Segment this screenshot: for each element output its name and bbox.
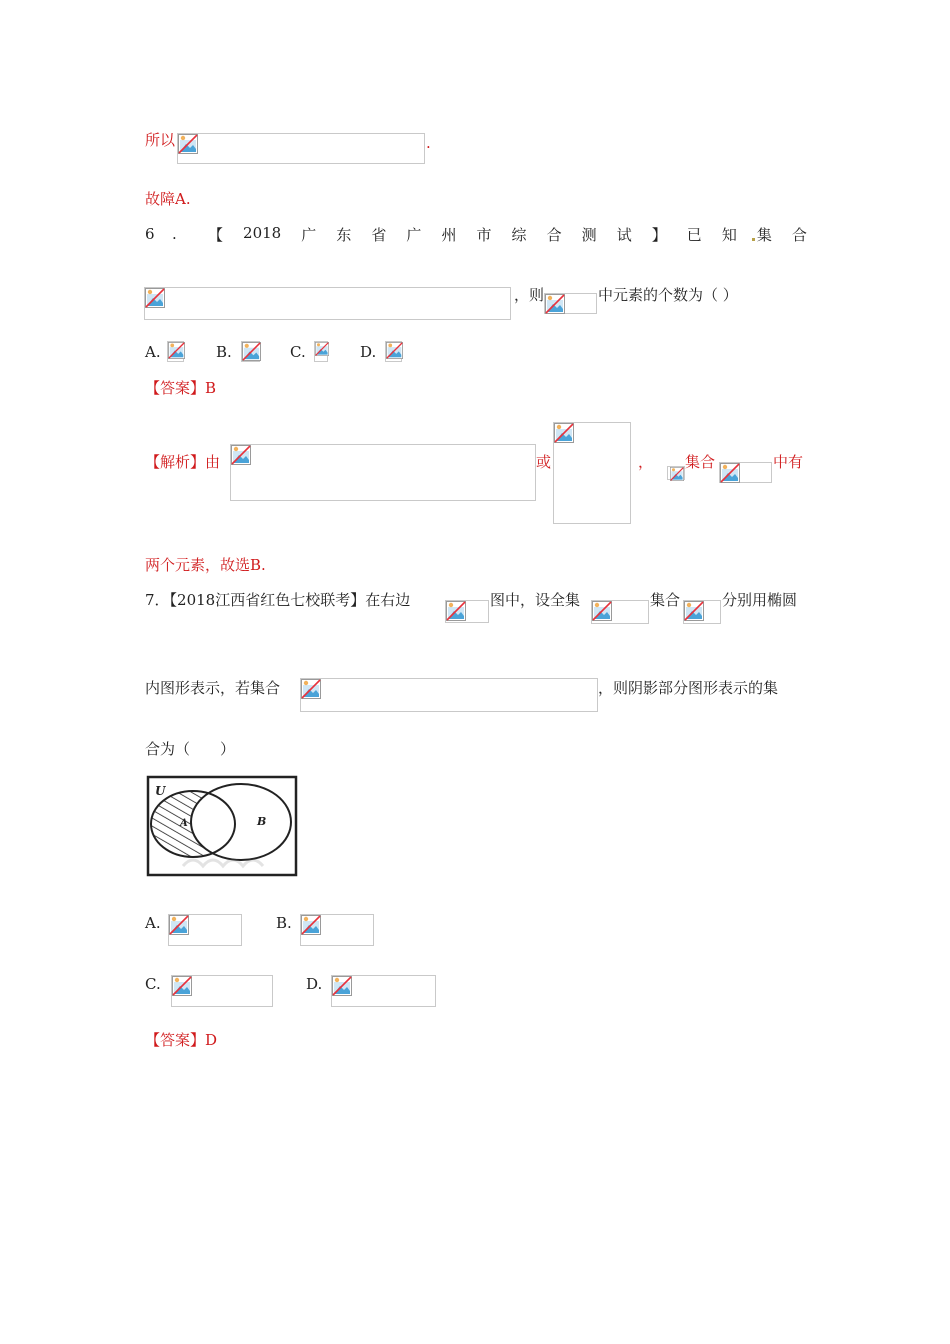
q7-option-b-label: B.: [276, 914, 292, 932]
q6-source-char: 测: [581, 226, 597, 244]
formula-image: [144, 287, 511, 320]
venn-diagram: [145, 774, 299, 878]
broken-image-icon: [301, 915, 321, 935]
broken-image-icon: [592, 601, 612, 621]
broken-image-icon: [720, 463, 740, 483]
formula-image: [167, 341, 184, 362]
q6-source-line: [208, 224, 807, 245]
q6-or: 或: [536, 453, 552, 471]
formula-image: [300, 914, 374, 946]
formula-image: [314, 341, 328, 362]
broken-image-icon: [545, 294, 565, 314]
formula-image: [168, 914, 242, 946]
formula-image: [300, 678, 598, 712]
q6-source-char: 省: [371, 226, 387, 244]
q7-line2-b: ，则阴影部分图形表示的集: [598, 679, 779, 697]
broken-image-icon: [554, 423, 574, 443]
formula-image: [230, 444, 536, 501]
broken-image-icon: [172, 976, 192, 996]
broken-image-icon: [178, 134, 198, 154]
formula-image: [445, 600, 489, 623]
q6-analysis-label: 【解析】由: [145, 453, 221, 471]
so-prefix: 所以: [145, 131, 176, 149]
broken-image-icon: [668, 467, 686, 481]
broken-image-icon: [169, 915, 189, 935]
q7-line3: 合为（ ）: [145, 740, 236, 758]
formula-image: [553, 422, 631, 524]
q6-source-char: 】: [651, 226, 667, 244]
broken-image-icon: [231, 445, 251, 465]
formula-image: [719, 462, 772, 483]
a-label: A: [180, 818, 188, 829]
formula-image: [544, 293, 597, 314]
q7-option-d-label: D.: [306, 975, 323, 993]
q6-option-b-label: B.: [216, 343, 232, 361]
q6-option-d-label: D.: [360, 343, 377, 361]
b-label: B: [257, 815, 267, 828]
stray-dot: [752, 238, 755, 241]
q7-option-a-label: A.: [145, 914, 161, 932]
q6-conclusion: 两个元素，故选B.: [145, 556, 266, 574]
broken-image-icon: [145, 288, 165, 308]
q6-source-char: 合: [546, 226, 562, 244]
q6-number: 6: [145, 225, 155, 243]
q6-source-char: 综: [511, 226, 527, 244]
q6-source-char: 合: [791, 226, 807, 244]
formula-image: [171, 975, 273, 1007]
broken-image-icon: [684, 601, 704, 621]
q6-comma: ，: [638, 453, 654, 471]
q6-has: 中有: [773, 453, 804, 471]
q7-stem-a: 7．【2018江西省红色七校联考】在右边: [145, 591, 411, 609]
formula-image: [331, 975, 436, 1007]
q7-answer: 【答案】D: [145, 1031, 218, 1049]
q6-set-word: 集合: [685, 453, 716, 471]
q7-option-c-label: C.: [145, 975, 161, 993]
formula-image: [385, 341, 402, 362]
q6-source-char: 2018: [243, 224, 282, 242]
q7-stem-d: 分别用椭圆: [722, 591, 798, 609]
formula-image: [591, 600, 649, 624]
broken-image-icon: [242, 342, 261, 361]
q7-stem-c: 集合: [650, 591, 681, 609]
therefore-line: 故障A.: [145, 190, 191, 208]
broken-image-icon: [168, 342, 185, 359]
q6-source-char: 集: [756, 226, 772, 244]
q6-source-char: 【: [208, 226, 224, 244]
u-label: U: [155, 784, 166, 798]
q6-then: ，则: [514, 286, 545, 304]
formula-image: [667, 466, 685, 480]
broken-image-icon: [446, 601, 466, 621]
broken-image-icon: [386, 342, 403, 359]
q6-source-char: 市: [476, 226, 492, 244]
q6-tail: 中元素的个数为（ ）: [598, 286, 738, 304]
period: .: [426, 134, 431, 152]
q6-option-c-label: C.: [290, 343, 306, 361]
formula-image: [177, 133, 425, 164]
broken-image-icon: [315, 342, 329, 356]
formula-image: [241, 341, 260, 362]
q6-option-a-label: A.: [145, 343, 161, 361]
q6-source-char: 试: [616, 226, 632, 244]
broken-image-icon: [301, 679, 321, 699]
q7-line2-a: 内图形表示，若集合: [145, 679, 281, 697]
q6-source-char: 已: [686, 226, 702, 244]
q6-source-char: 广: [406, 226, 422, 244]
q6-source-char: 东: [336, 226, 352, 244]
q6-answer: 【答案】B: [145, 379, 217, 397]
broken-image-icon: [332, 976, 352, 996]
formula-image: [683, 600, 721, 624]
q6-source-char: 知: [721, 226, 737, 244]
q6-dot: .: [172, 225, 177, 243]
q7-stem-b: 图中，设全集: [490, 591, 581, 609]
q6-source-char: 广: [301, 226, 317, 244]
q6-source-char: 州: [441, 226, 457, 244]
